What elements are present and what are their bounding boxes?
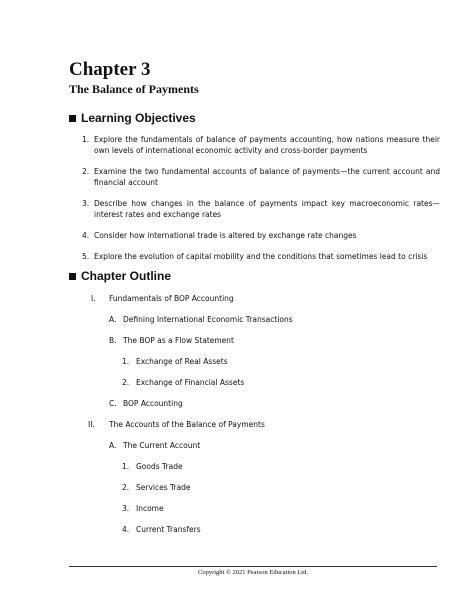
list-item-text: Describe how changes in the balance of payments impact key macroeconomic rates—interest rates and exchange rates xyxy=(94,199,440,219)
outline-marker: I. xyxy=(91,294,96,303)
outline-marker: 1. xyxy=(122,357,130,366)
chapter-title: Chapter 3 xyxy=(69,59,151,80)
outline-text: Current Transfers xyxy=(136,525,201,534)
outline-text: BOP Accounting xyxy=(123,399,183,408)
list-item-number: 5. xyxy=(82,252,90,261)
outline-marker: II. xyxy=(88,420,95,429)
outline-marker: 2. xyxy=(122,378,130,387)
square-bullet-icon xyxy=(69,115,76,122)
outline-marker: C. xyxy=(109,399,117,408)
outline-item-level3 xyxy=(122,356,228,367)
outline-marker: 3. xyxy=(122,504,130,513)
list-item xyxy=(82,230,440,241)
outline-text: Exchange of Real Assets xyxy=(136,357,228,366)
outline-marker: A. xyxy=(109,441,117,450)
outline-item-level2 xyxy=(109,440,200,451)
list-item-text: Explore the fundamentals of balance of payments accounting, how nations measure their own levels of international economic activity and cross-border payments xyxy=(94,135,440,155)
outline-marker: 1. xyxy=(122,462,130,471)
outline-text: Services Trade xyxy=(136,483,191,492)
list-item-text: Consider how international trade is altered by exchange rate changes xyxy=(94,231,357,240)
outline-marker: A. xyxy=(109,315,117,324)
list-item-number: 3. xyxy=(82,199,90,208)
outline-marker: 2. xyxy=(122,483,130,492)
chapter-outline-heading-text: Chapter Outline xyxy=(81,269,172,283)
outline-item-level3 xyxy=(122,524,201,535)
list-item-text: Explore the evolution of capital mobility and the conditions that sometimes lead to crisis xyxy=(94,252,428,261)
outline-item-level3 xyxy=(122,503,164,514)
list-item-number: 2. xyxy=(82,167,90,176)
learning-objectives-heading-text: Learning Objectives xyxy=(81,111,196,125)
list-item xyxy=(82,134,440,156)
outline-text: Goods Trade xyxy=(136,462,183,471)
list-item-number: 1. xyxy=(82,135,90,144)
outline-text: Income xyxy=(136,504,164,513)
outline-item-level3 xyxy=(122,482,191,493)
outline-item-level1 xyxy=(88,419,265,430)
footer-copyright: Copyright © 2021 Pearson Education Ltd. xyxy=(197,569,308,576)
list-item-text: Examine the two fundamental accounts of balance of payments—the current account and financial account xyxy=(94,167,440,187)
outline-item-level2 xyxy=(109,398,183,409)
list-item xyxy=(82,251,440,262)
outline-item-level3 xyxy=(122,461,183,472)
learning-objectives-heading xyxy=(69,111,196,125)
outline-item-level3 xyxy=(122,377,244,388)
outline-text: Exchange of Financial Assets xyxy=(136,378,245,387)
outline-item-level2 xyxy=(109,314,293,325)
outline-item-level1 xyxy=(91,293,234,304)
outline-text: The Accounts of the Balance of Payments xyxy=(109,420,265,429)
footer-divider xyxy=(69,566,437,567)
outline-text: The Current Account xyxy=(123,441,201,450)
outline-marker: 4. xyxy=(122,525,130,534)
outline-text: The BOP as a Flow Statement xyxy=(123,336,234,345)
square-bullet-icon xyxy=(69,273,76,280)
chapter-outline-heading xyxy=(69,269,171,283)
list-item xyxy=(82,166,440,188)
outline-marker: B. xyxy=(109,336,117,345)
list-item xyxy=(82,198,440,220)
learning-objectives-list xyxy=(82,134,440,272)
outline-text: Fundamentals of BOP Accounting xyxy=(109,294,234,303)
outline-item-level2 xyxy=(109,335,234,346)
list-item-number: 4. xyxy=(82,231,90,240)
chapter-subtitle: The Balance of Payments xyxy=(69,82,199,96)
outline-text: Defining International Economic Transactions xyxy=(123,315,293,324)
